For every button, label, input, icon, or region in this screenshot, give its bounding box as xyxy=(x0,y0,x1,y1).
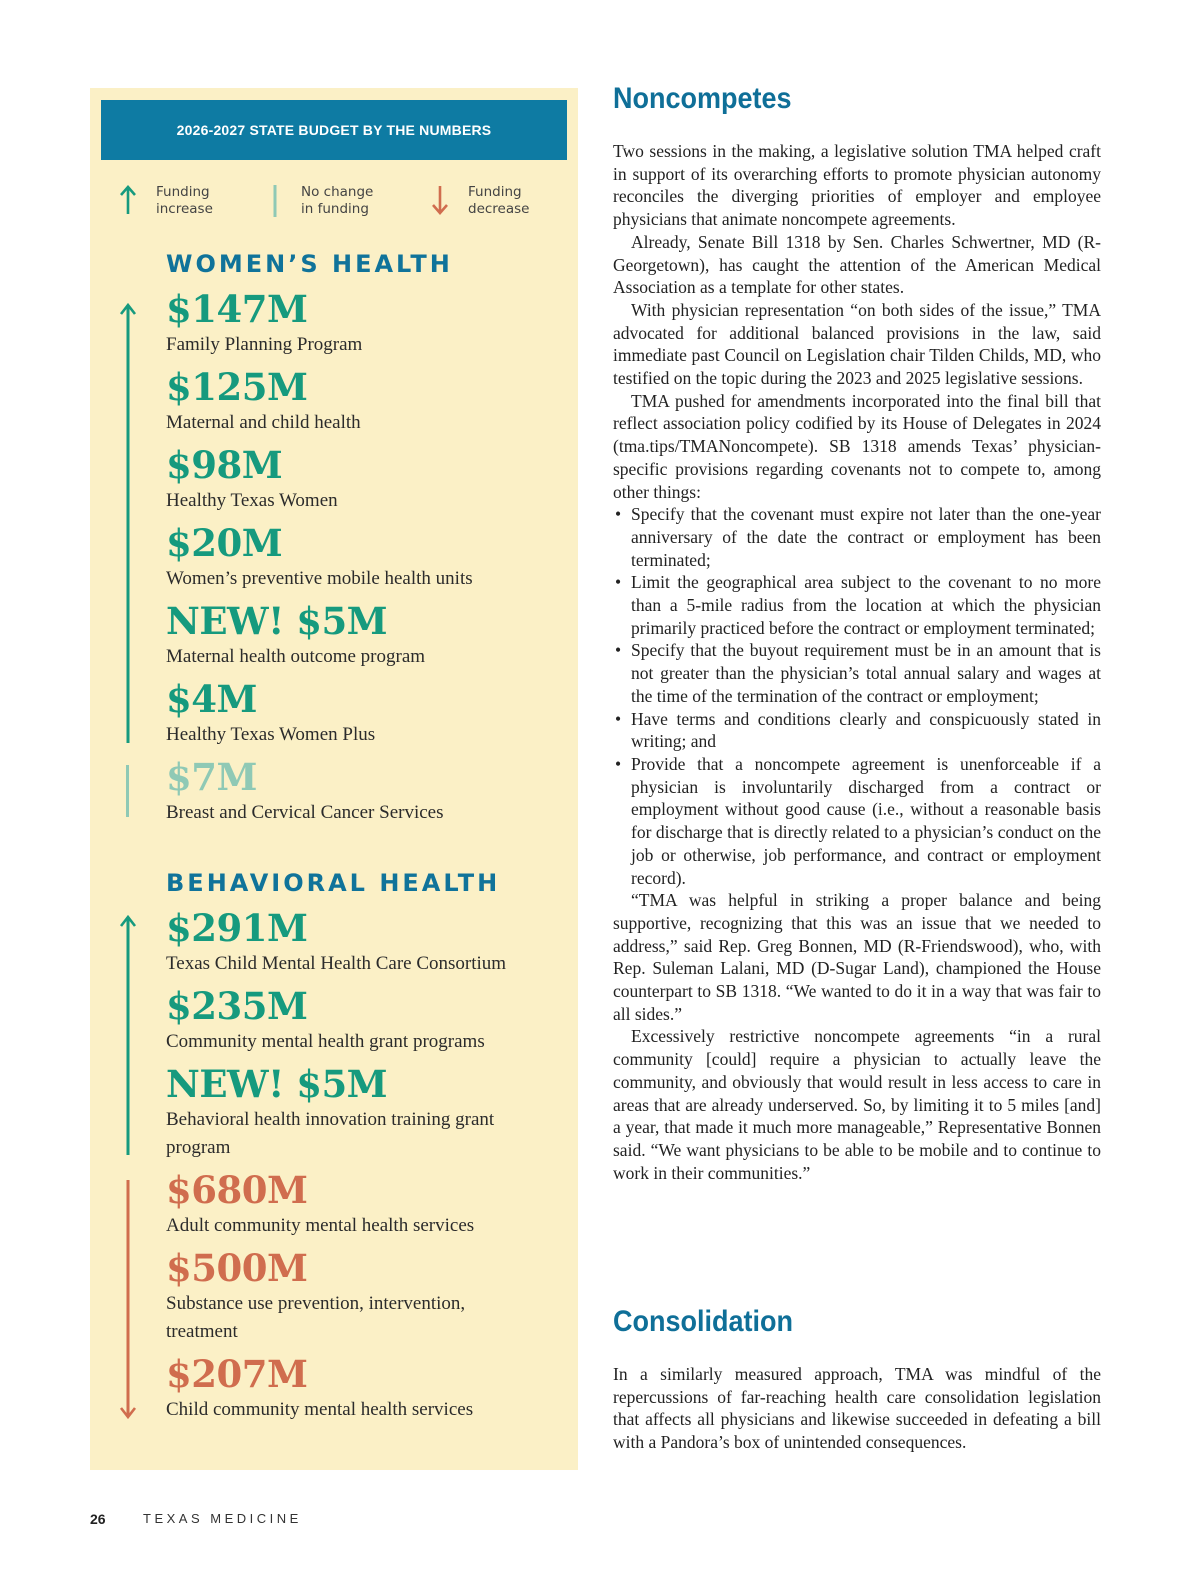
budget-amount: $235M xyxy=(166,984,308,1028)
budget-amount: NEW! $5M xyxy=(166,1062,388,1106)
legend-decrease-line2: decrease xyxy=(468,201,530,217)
budget-label: Texas Child Mental Health Care Consortium xyxy=(166,953,507,974)
budget-sidebar xyxy=(90,88,578,1470)
budget-label: Maternal and child health xyxy=(166,412,361,433)
womens-health-title: WOMEN’S HEALTH xyxy=(166,250,453,278)
legend-no-change-line1: No change xyxy=(301,184,374,200)
legend-decrease xyxy=(430,184,558,218)
budget-label: Healthy Texas Women Plus xyxy=(166,724,376,745)
budget-item xyxy=(166,522,566,593)
budget-item xyxy=(166,444,566,515)
noncompetes-article xyxy=(613,140,1101,1184)
budget-amount: $207M xyxy=(166,1352,308,1396)
legend-increase-line2: increase xyxy=(156,201,213,217)
article-paragraph: “TMA was helpful in striking a proper balance and being supportive, recognizing that this was an issue that we needed to address,” said Rep. Greg Bonnen, MD (R-Friendswood), who, with Rep. Suleman Lalani, MD (D-Sugar Land), championed the House counterpart to SB 1318. “We wanted to do it in a way that was fair to all sides.” xyxy=(613,890,1101,1024)
budget-item xyxy=(166,600,566,671)
budget-amount: $4M xyxy=(166,677,257,721)
article-paragraph: With physician representation “on both sides of the issue,” TMA advocated for additional balanced provisions in the law, said immediate past Council on Legislation chair Tilden Childs, MD, who testified on the topic during the 2023 and 2025 legislative sessions. xyxy=(613,299,1101,389)
budget-item xyxy=(166,288,566,359)
behavioral-increase-arrow-icon xyxy=(118,914,138,1156)
budget-item xyxy=(166,907,566,978)
budget-amount: $680M xyxy=(166,1168,308,1212)
article-paragraph: In a similarly measured approach, TMA was mindful of the repercussions of far-reaching health care consolidation legislation that affects all physicians and likewise succeeded in defeating a bill with a Pandora’s box of unintended consequences. xyxy=(613,1364,1101,1453)
list-item: • Have terms and conditions clearly and conspicuously stated in writing; and xyxy=(613,708,1101,753)
budget-amount: $98M xyxy=(166,443,283,487)
budget-label: Behavioral health innovation training grant program xyxy=(166,1109,495,1158)
noncompetes-heading: Noncompetes xyxy=(613,82,792,115)
consolidation-heading: Consolidation xyxy=(613,1305,793,1338)
no-change-bar-icon xyxy=(263,184,289,218)
budget-item xyxy=(166,756,566,827)
sidebar-title: 2026-2027 STATE BUDGET BY THE NUMBERS xyxy=(176,122,492,138)
list-item: • Limit the geographical area subject to the covenant to no more than a 5-mile radius from the location at which the physician primarily practiced before the contract or employment terminated; xyxy=(613,571,1101,639)
list-item: • Provide that a noncompete agreement is unenforceable if a physician is involuntarily discharged from a contract or employment without good cause (i.e., without a reasonable basis for discharge that is directly related to a physician’s conduct on the job or otherwise, job performance, and contract or employment record). xyxy=(613,753,1101,889)
budget-label: Women’s preventive mobile health units xyxy=(166,568,473,589)
legend-decrease-line1: Funding xyxy=(468,184,522,200)
legend-no-change xyxy=(263,184,391,218)
legend-increase-line1: Funding xyxy=(156,184,210,200)
budget-item xyxy=(166,1247,511,1346)
budget-label: Maternal health outcome program xyxy=(166,646,426,667)
budget-amount: $147M xyxy=(166,287,308,331)
behavioral-decrease-arrow-icon xyxy=(118,1180,138,1420)
up-arrow-icon xyxy=(118,184,144,218)
budget-item xyxy=(166,1063,496,1162)
legend-increase xyxy=(118,184,246,218)
magazine-name: TEXAS MEDICINE xyxy=(143,1511,302,1526)
budget-amount: NEW! $5M xyxy=(166,599,388,643)
down-arrow-icon xyxy=(430,184,456,218)
budget-label: Community mental health grant programs xyxy=(166,1031,485,1052)
list-item: • Specify that the buyout requirement must be in an amount that is not greater than the physician’s total annual salary and wages at the time of the termination of the contract or employment; xyxy=(613,639,1101,707)
behavioral-health-title: BEHAVIORAL HEALTH xyxy=(166,869,501,897)
womens-no-change-bar xyxy=(126,765,129,817)
article-paragraph: Excessively restrictive noncompete agreements “in a rural community [could] require a physician to actually leave the community, and obviously that would result in less access to care in areas that are already underserved. So, by limiting it to 5 miles [and] a year, that made it much more manageable,” Representative Bonnen said. “We want physicians to be able to be mobile and to continue to work in their communities.” xyxy=(613,1026,1101,1183)
budget-item xyxy=(166,1353,566,1424)
budget-label: Healthy Texas Women xyxy=(166,490,338,511)
budget-amount: $291M xyxy=(166,906,308,950)
budget-item xyxy=(166,1169,566,1240)
article-paragraph: Two sessions in the making, a legislative solution TMA helped craft in support of its overarching efforts to promote physician autonomy reconciles the diverging priorities of employer and employee physicians that animate noncompete agreements. xyxy=(613,141,1101,230)
article-paragraph: Already, Senate Bill 1318 by Sen. Charles Schwertner, MD (R-Georgetown), has caught the attention of the American Medical Association as a template for other states. xyxy=(613,231,1101,298)
sidebar-header xyxy=(101,100,567,160)
budget-item xyxy=(166,678,566,749)
page-number: 26 xyxy=(90,1511,106,1527)
budget-label: Breast and Cervical Cancer Services xyxy=(166,802,444,823)
budget-label: Child community mental health services xyxy=(166,1399,474,1420)
budget-item xyxy=(166,366,566,437)
consolidation-article xyxy=(613,1363,1101,1454)
budget-amount: $125M xyxy=(166,365,308,409)
budget-amount: $7M xyxy=(166,755,257,799)
budget-label: Substance use prevention, intervention, treatment xyxy=(166,1293,466,1342)
budget-label: Adult community mental health services xyxy=(166,1215,475,1236)
budget-amount: $20M xyxy=(166,521,283,565)
legend-no-change-line2: in funding xyxy=(301,201,369,217)
budget-item xyxy=(166,985,566,1056)
budget-amount: $500M xyxy=(166,1246,308,1290)
provisions-list xyxy=(613,503,1101,889)
budget-label: Family Planning Program xyxy=(166,334,363,355)
list-item: • Specify that the covenant must expire not later than the one-year anniversary of the date the contract or employment has been terminated; xyxy=(613,503,1101,571)
womens-increase-arrow-icon xyxy=(118,302,138,744)
article-paragraph: TMA pushed for amendments incorporated into the final bill that reflect association policy codified by its House of Delegates in 2024 (tma.tips/TMANoncompete). SB 1318 amends Texas’ physician-specific provisions regarding covenants not to compete to, among other things: xyxy=(613,390,1101,502)
